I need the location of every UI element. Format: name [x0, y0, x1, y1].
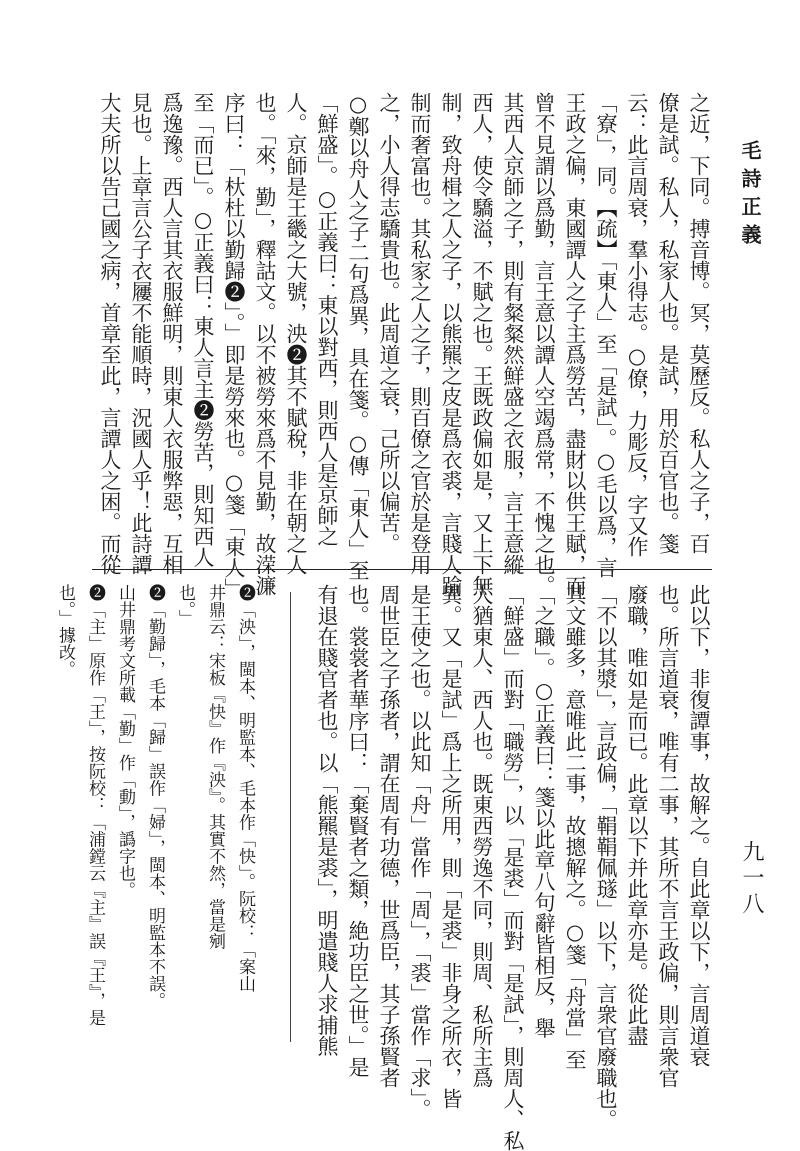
note-line: 山井鼎考文所載「勤」作「動」，譌字也。 — [115, 584, 135, 899]
note-line: ❷「勤歸」，毛本「歸」誤作「婦」，閩本、明監本不誤。 — [145, 584, 165, 1009]
text-column: 是王使之也。以此知「舟」當作「周」，「裘」當作「求」。 — [408, 584, 432, 1120]
notes-rule — [290, 592, 291, 1042]
text-column: 曾不見謂以爲勤，言王意以譚人空竭爲常，不愧之也。 — [532, 92, 556, 596]
text-column: 「鮮盛」。○正義曰：東以對西，則西人是京師之 — [315, 92, 339, 547]
text-column: 廢職，唯如是而已。此章以下并此章亦是。從此盡 — [625, 584, 649, 1046]
main-text-lower — [315, 584, 714, 1151]
text-column: 爲逸豫。西人言其衣服鮮明，則東人衣服弊惡，互相 — [160, 92, 184, 575]
note-line: ❷「泱」，閩本、明監本、毛本作「快」。阮校：「案山 — [235, 584, 255, 992]
text-column: 人猶東人、西人也。既東西勞逸不同，則周、私所主爲 — [470, 584, 494, 1088]
running-title: 毛詩正義 — [738, 140, 762, 252]
text-column: 制而奢富也。其私家之人之子，則百僚之官於是登用 — [408, 92, 432, 575]
text-column: 王政之偏，東國譚人之子主爲勞苦，盡財以供王賦，而 — [563, 92, 587, 596]
text-column: 異。又「是試」爲上之所用，則「是裘」非身之所衣，皆 — [439, 584, 463, 1109]
main-text-upper — [74, 92, 714, 599]
text-column: 其文雖多，意唯此二事，故摠解之。○箋「舟當」至 — [563, 584, 587, 1070]
note-line: 也。」 — [175, 584, 195, 627]
page-number: 九一八 — [739, 840, 764, 918]
text-column: 制，致舟楫之人之子，以熊羆之皮是爲衣裘，言賤人踰 — [439, 92, 463, 596]
text-column: 序曰：「杕杜以勤歸❷」。」即是勞來也。○箋「東人」 — [222, 92, 246, 599]
text-column: 有退在賤官者也。以「熊羆是裘」，明遣賤人求捕熊 — [315, 584, 339, 1057]
section-divider — [92, 569, 712, 570]
collation-notes — [55, 584, 260, 1084]
text-column: 之近，下同。搏音博。冥，莫歷反。私人之子，百 — [687, 92, 711, 554]
text-column: 「之職」。○正義曰：箋以此章八句辭皆相反，舉 — [532, 584, 556, 1039]
note-line: 也。」據改。 — [55, 584, 75, 678]
text-column: 見也。上章言公子衣屨不能順時，況國人乎！此詩譚 — [129, 92, 153, 575]
text-column: 「寮」，同。【疏】「東人」至「是試」。○毛以爲，言 — [594, 92, 618, 578]
text-column: 也。所言道衰，唯有二事，其所不言王政偏，則言衆官 — [656, 584, 680, 1088]
text-column: ○鄭以舟人之子二句爲異，具在箋。○傳「東人」至 — [346, 92, 370, 581]
text-column: 周世臣之子孫者，謂在周有功德，世爲臣，其子孫賢者 — [377, 584, 401, 1088]
text-column: 也。「來，勤」，釋詁文。以不被勞來爲不見勤，故溁濂 — [253, 92, 277, 596]
text-column: 至「而已」。○正義曰：東人言主❷勞苦，則知西人 — [191, 92, 215, 568]
text-column: 之，小人得志驕貴也。此周道之衰，己所以偏苦。 — [377, 92, 401, 554]
text-column: 也。裳裳者華序曰：「棄賢者之類，絶功臣之世。」是 — [346, 584, 370, 1078]
text-column: 「不以其漿」，言政偏，「鞙鞙佩璲」以下，言衆官廢職也。 — [594, 584, 618, 1130]
text-column: 其西人京師之子，則有粲粲然鮮盛之衣服，言王意縱 — [501, 92, 525, 575]
note-line: 井鼎云：宋板『快』作『泱』。其實不然，當是剜 — [205, 584, 225, 950]
text-column: 大夫所以告己國之病，首章至此，言譚人之困。而從 — [98, 92, 122, 575]
text-column: 云：此言周衰，羣小得志。○僚，力彫反，字又作 — [625, 92, 649, 557]
text-column: 「鮮盛」而對「職勞」，以「是裘」而對「是試」，則周人、私 — [501, 584, 525, 1151]
text-column: 僚是試。私人，私家人也。是試，用於百官也。箋 — [656, 92, 680, 554]
text-column: 西人，使令驕溢，不賦之也。王既政偏如是，又上下無 — [470, 92, 494, 596]
note-line: ❷「主」原作「王」，按阮校：「浦鏜云『主』誤『王』，是 — [85, 584, 105, 1026]
text-column: 人。京師是王畿之大號，泱❷其不賦稅，非在朝之人 — [284, 92, 308, 575]
text-column: 此以下，非復譚事，故解之。自此章以下，言周道衰 — [687, 584, 711, 1067]
